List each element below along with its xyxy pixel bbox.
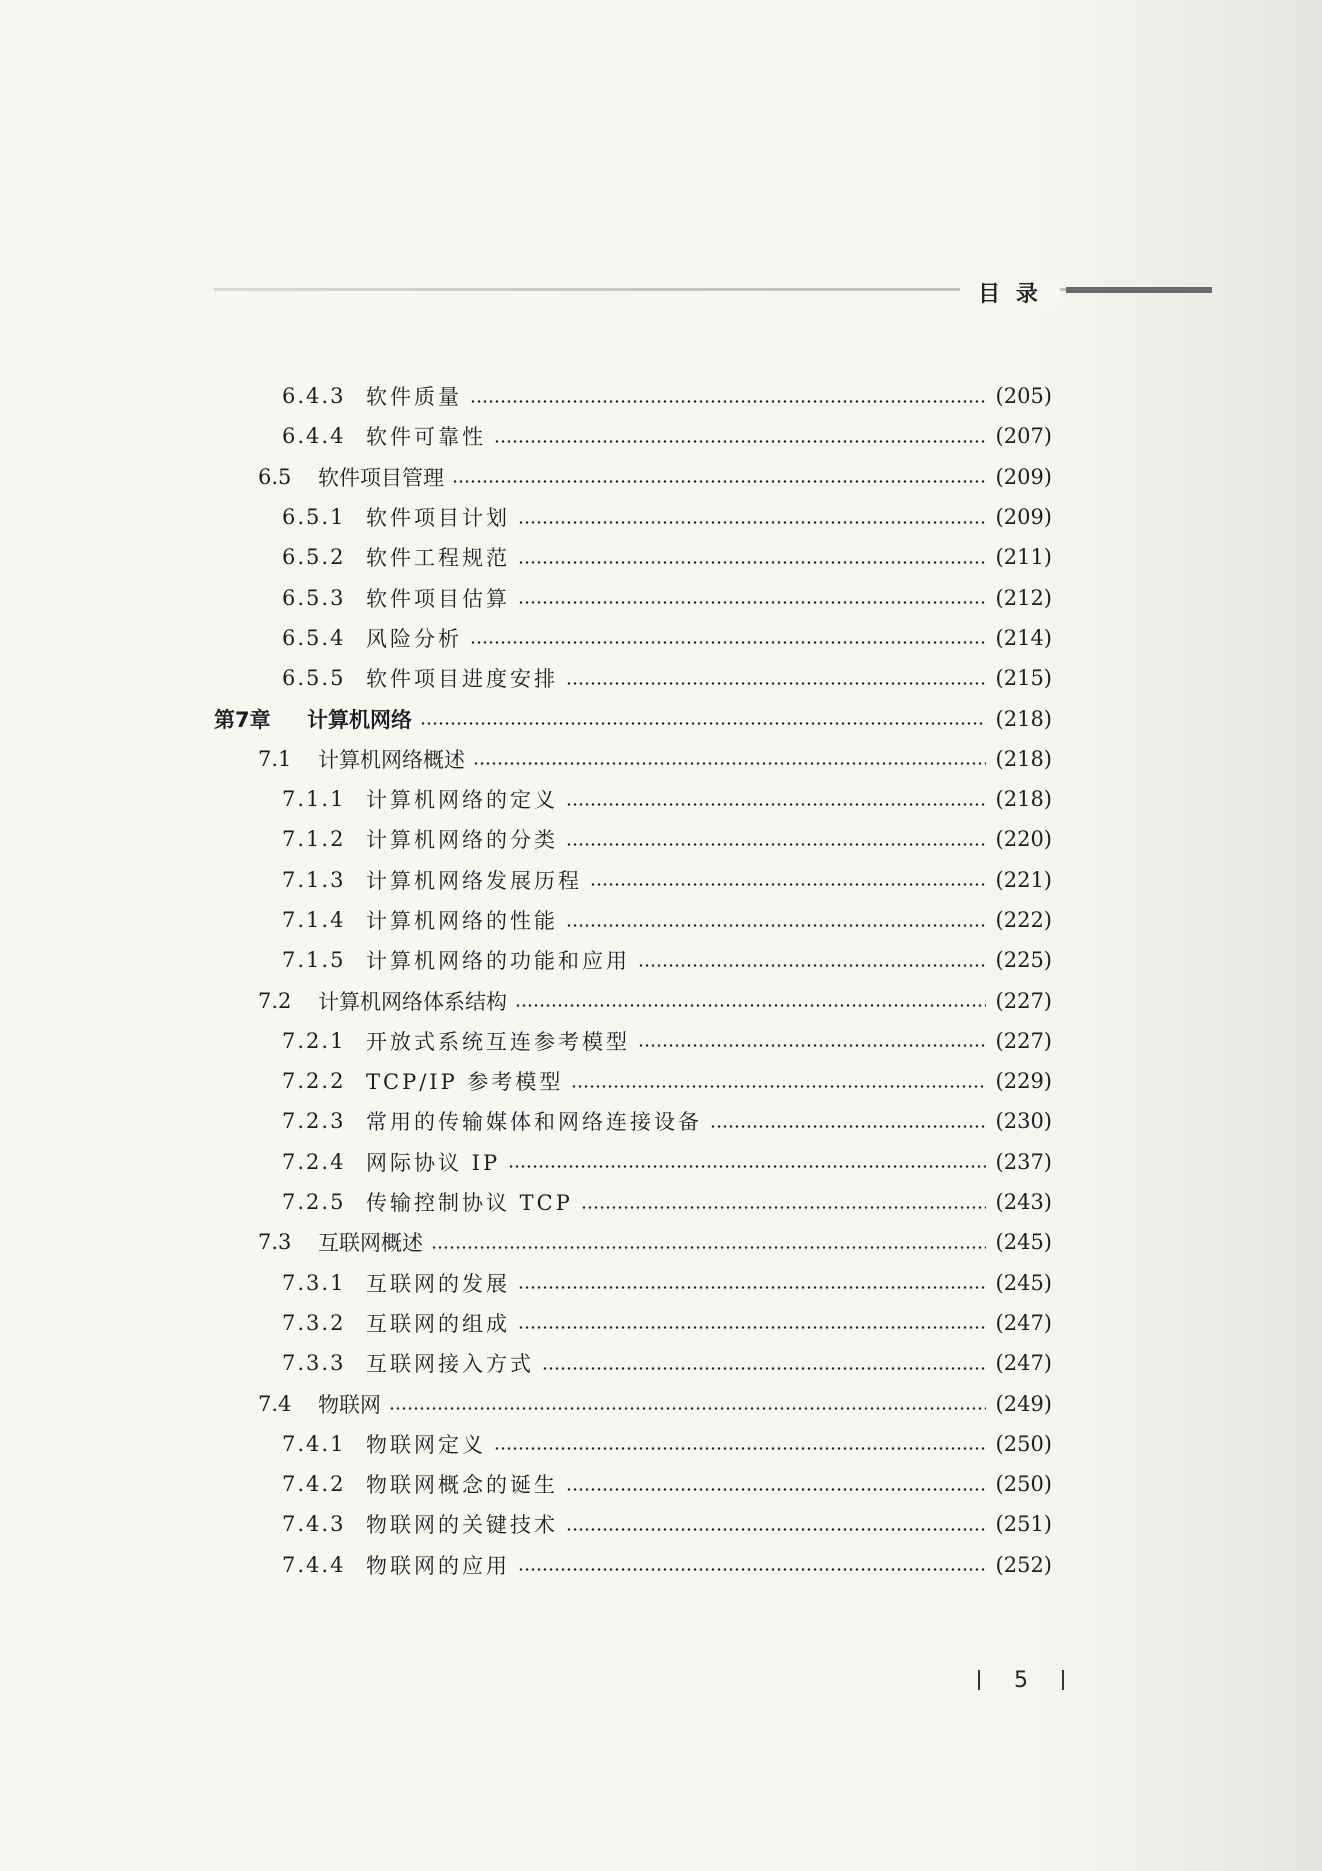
- section-title: 计算机网络的定义: [366, 788, 558, 813]
- section-number: 7.1.2: [282, 827, 346, 852]
- toc-section-entry: [214, 739, 1052, 779]
- dot-leader: [518, 1286, 986, 1289]
- dot-leader: [566, 924, 986, 927]
- dot-leader: [389, 1407, 986, 1410]
- section-number: 7.3: [258, 1230, 292, 1255]
- section-title: 开放式系统互连参考模型: [366, 1029, 630, 1054]
- dot-leader: [638, 964, 986, 967]
- header-rule: [214, 288, 1212, 291]
- dot-leader: [518, 601, 986, 604]
- section-title: 物联网的关键技术: [366, 1513, 558, 1538]
- section-number: 7.2.2: [282, 1069, 346, 1094]
- dot-leader: [470, 641, 986, 644]
- toc-subsection-entry: [214, 577, 1052, 617]
- section-title: 软件工程规范: [366, 546, 510, 571]
- section-title: 物联网: [318, 1392, 381, 1417]
- dot-leader: [431, 1246, 986, 1249]
- section-page-number: (250): [995, 1431, 1052, 1456]
- section-number: 7.4.2: [282, 1472, 346, 1497]
- footer-left-bar: [978, 1670, 980, 1690]
- dot-leader: [542, 1367, 986, 1370]
- section-number: 7.1.3: [282, 867, 346, 892]
- toc-subsection-entry: [214, 1504, 1052, 1544]
- footer-right-bar: [1062, 1670, 1064, 1690]
- section-title: 网际协议 IP: [366, 1150, 501, 1175]
- section-page-number: (247): [995, 1351, 1052, 1376]
- section-page-number: (237): [995, 1149, 1052, 1174]
- section-number: 7.4.1: [282, 1431, 346, 1456]
- section-page-number: (221): [995, 867, 1052, 892]
- header-rule-accent: [1066, 287, 1212, 293]
- section-title: 物联网的应用: [366, 1553, 510, 1578]
- toc-subsection-entry: [214, 1182, 1052, 1222]
- dot-leader: [508, 1165, 986, 1168]
- section-title: 软件可靠性: [366, 425, 486, 450]
- section-title: 软件项目计划: [366, 506, 510, 531]
- toc-subsection-entry: [214, 376, 1052, 416]
- section-number: 7.1: [258, 746, 292, 771]
- section-number: 7.2.3: [282, 1109, 346, 1134]
- section-number: 6.5.3: [282, 585, 346, 610]
- section-title: 软件项目管理: [318, 465, 444, 490]
- section-title: 软件质量: [366, 385, 462, 410]
- section-number: 7.2.4: [282, 1149, 346, 1174]
- page-footer: [978, 1664, 1064, 1696]
- toc-subsection-entry: [214, 779, 1052, 819]
- toc-subsection-entry: [214, 618, 1052, 658]
- section-page-number: (222): [995, 908, 1052, 932]
- section-title: 计算机网络体系结构: [318, 989, 507, 1014]
- section-number: 7.2: [258, 988, 292, 1013]
- dot-leader: [452, 480, 986, 483]
- section-number: 7.4.3: [282, 1512, 346, 1537]
- section-page-number: (218): [995, 787, 1052, 812]
- section-page-number: (250): [995, 1472, 1052, 1497]
- toc-subsection-entry: [214, 416, 1052, 456]
- toc-subsection-entry: [214, 819, 1052, 859]
- toc-subsection-entry: [214, 1061, 1052, 1101]
- section-page-number: (245): [995, 1230, 1052, 1255]
- section-number: 7.1.5: [282, 948, 346, 973]
- toc-subsection-entry: [214, 1464, 1052, 1504]
- toc-subsection-entry: [214, 497, 1052, 537]
- toc-subsection-entry: [214, 1263, 1052, 1303]
- section-title: 传输控制协议 TCP: [366, 1191, 573, 1216]
- dot-leader: [566, 1488, 986, 1491]
- section-number: 6.4.4: [282, 424, 346, 449]
- toc-section-entry: [214, 457, 1052, 497]
- section-title: 计算机网络: [307, 707, 412, 732]
- section-number: 6.5.2: [282, 545, 346, 570]
- dot-leader: [518, 521, 986, 524]
- section-title: 软件项目进度安排: [366, 667, 558, 692]
- section-number: 7.2.1: [282, 1028, 346, 1053]
- dot-leader: [515, 1004, 986, 1007]
- toc-subsection-entry: [214, 1142, 1052, 1182]
- toc-subsection-entry: [214, 860, 1052, 900]
- section-page-number: (230): [995, 1109, 1052, 1134]
- section-title: TCP/IP 参考模型: [366, 1070, 564, 1095]
- section-page-number: (252): [995, 1552, 1052, 1577]
- section-number: 6.5: [258, 464, 292, 489]
- section-title: 互联网接入方式: [366, 1352, 534, 1377]
- section-page-number: (209): [995, 464, 1052, 489]
- section-title: 互联网的组成: [366, 1311, 510, 1336]
- dot-leader: [566, 682, 986, 685]
- section-page-number: (218): [995, 746, 1052, 771]
- toc-section-entry: [214, 980, 1052, 1020]
- dot-leader: [420, 722, 986, 725]
- page-number: 5: [1014, 1667, 1028, 1693]
- toc-subsection-entry: [214, 900, 1052, 940]
- section-page-number: (215): [995, 666, 1052, 691]
- section-page-number: (251): [995, 1512, 1052, 1537]
- toc-subsection-entry: [214, 1021, 1052, 1061]
- section-page-number: (247): [995, 1310, 1052, 1335]
- section-number: 第7章: [214, 707, 271, 732]
- section-title: 计算机网络的分类: [366, 828, 558, 853]
- section-page-number: (225): [995, 948, 1052, 973]
- section-page-number: (209): [995, 505, 1052, 530]
- toc-subsection-entry: [214, 1545, 1052, 1585]
- running-header-title: 目 录: [960, 280, 1060, 310]
- section-page-number: (211): [995, 545, 1052, 570]
- toc-subsection-entry: [214, 1343, 1052, 1383]
- section-title: 互联网概述: [318, 1231, 423, 1256]
- section-number: 7.3.2: [282, 1310, 346, 1335]
- dot-leader: [710, 1125, 986, 1128]
- section-number: 7.4.4: [282, 1552, 346, 1577]
- dot-leader: [581, 1206, 986, 1209]
- dot-leader: [566, 843, 986, 846]
- section-page-number: (227): [995, 988, 1052, 1013]
- section-title: 计算机网络的功能和应用: [366, 949, 630, 974]
- section-number: 6.5.5: [282, 666, 346, 691]
- toc-section-entry: [214, 1383, 1052, 1423]
- toc-subsection-entry: [214, 940, 1052, 980]
- section-page-number: (229): [995, 1069, 1052, 1094]
- section-number: 7.1.4: [282, 908, 346, 932]
- section-number: 6.5.1: [282, 505, 346, 530]
- section-number: 7.1.1: [282, 787, 346, 812]
- section-number: 6.5.4: [282, 625, 346, 650]
- toc-subsection-entry: [214, 1303, 1052, 1343]
- dot-leader: [518, 561, 986, 564]
- toc-section-entry: [214, 1222, 1052, 1262]
- section-title: 互联网的发展: [366, 1271, 510, 1296]
- dot-leader: [590, 883, 986, 886]
- dot-leader: [571, 1085, 986, 1088]
- section-page-number: (214): [995, 625, 1052, 650]
- toc-subsection-entry: [214, 1101, 1052, 1141]
- dot-leader: [566, 1528, 986, 1531]
- dot-leader: [638, 1044, 986, 1047]
- section-title: 计算机网络发展历程: [366, 868, 582, 893]
- section-number: 7.3.3: [282, 1351, 346, 1376]
- table-of-contents: [214, 376, 1052, 1585]
- section-title: 风险分析: [366, 626, 462, 651]
- dot-leader: [566, 803, 986, 806]
- dot-leader: [473, 762, 986, 765]
- section-page-number: (227): [995, 1028, 1052, 1053]
- section-page-number: (243): [995, 1190, 1052, 1215]
- section-title: 物联网概念的诞生: [366, 1473, 558, 1498]
- section-number: 7.4: [258, 1391, 292, 1416]
- dot-leader: [494, 1447, 986, 1450]
- section-title: 计算机网络概述: [318, 747, 465, 772]
- section-title: 物联网定义: [366, 1432, 486, 1457]
- section-number: 7.2.5: [282, 1190, 346, 1215]
- dot-leader: [518, 1568, 986, 1571]
- dot-leader: [494, 440, 986, 443]
- section-number: 6.4.3: [282, 384, 346, 409]
- dot-leader: [518, 1326, 986, 1329]
- section-page-number: (218): [995, 706, 1052, 731]
- section-page-number: (245): [995, 1270, 1052, 1295]
- section-number: 7.3.1: [282, 1270, 346, 1295]
- section-title: 计算机网络的性能: [366, 909, 558, 933]
- dot-leader: [470, 400, 986, 403]
- toc-subsection-entry: [214, 658, 1052, 698]
- section-page-number: (249): [995, 1391, 1052, 1416]
- toc-subsection-entry: [214, 537, 1052, 577]
- toc-subsection-entry: [214, 1424, 1052, 1464]
- section-title: 软件项目估算: [366, 586, 510, 611]
- section-page-number: (207): [995, 424, 1052, 449]
- section-page-number: (212): [995, 585, 1052, 610]
- section-page-number: (205): [995, 384, 1052, 409]
- section-title: 常用的传输媒体和网络连接设备: [366, 1110, 702, 1135]
- section-page-number: (220): [995, 827, 1052, 852]
- toc-chapter-entry: [214, 698, 1052, 738]
